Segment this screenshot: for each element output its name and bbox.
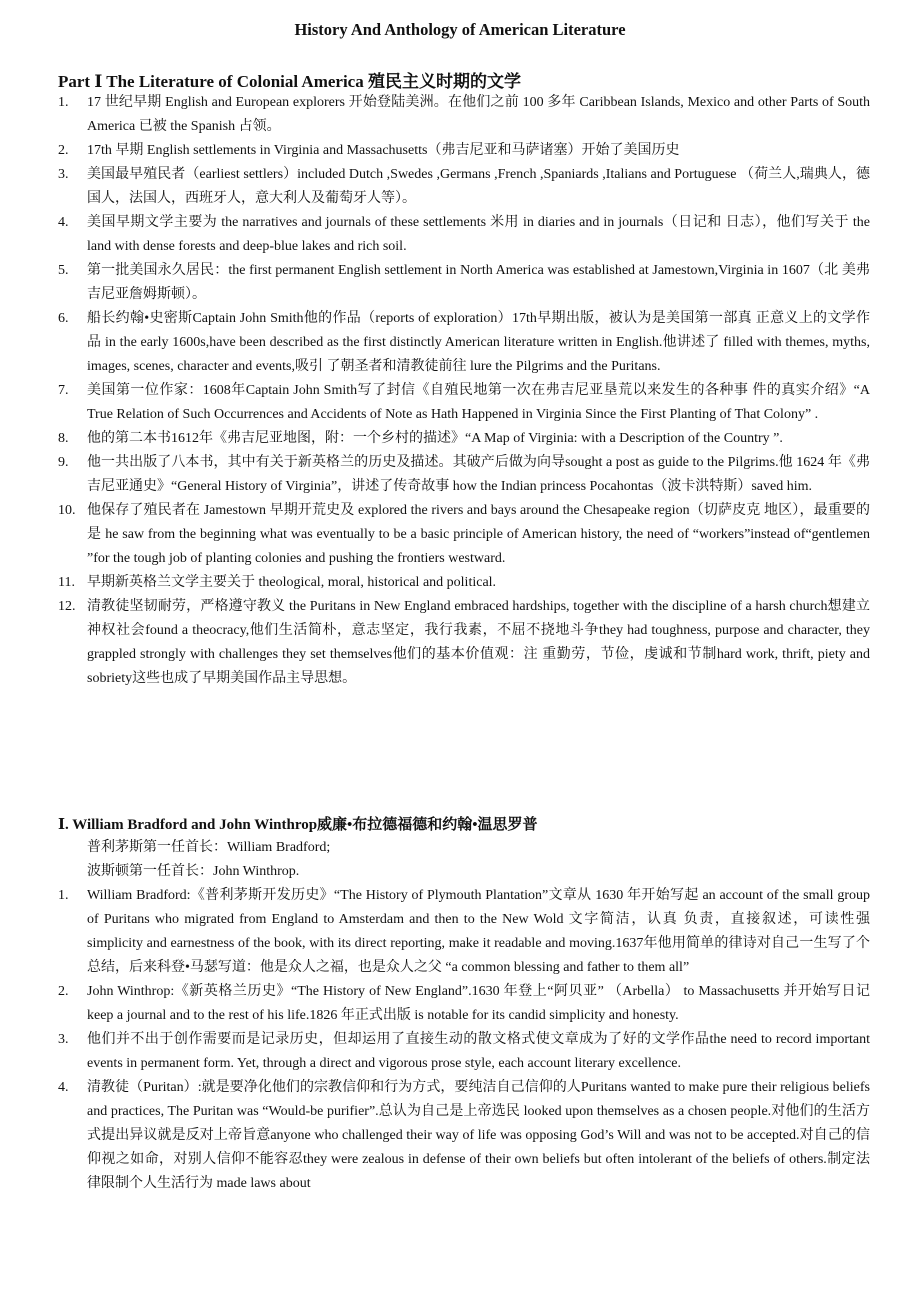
list-item [0, 980, 920, 1028]
item-number: 3. [58, 167, 69, 182]
section-intro-line: 波斯顿第一任首长：John Winthrop. [87, 864, 300, 879]
list-item [0, 884, 920, 980]
list-item [0, 595, 920, 691]
list-item [0, 163, 920, 211]
list-item [0, 1076, 920, 1196]
item-text: 美国第一位作家：1608年Captain John Smith写了封信《自殖民地第一次在弗吉尼亚垦荒以来发生的各种事 件的真实介绍》“A True Relation of Such Occurrences and Accidents of Note as Hath Happened in Virginia Since the First Planting of That Colony” . [87, 383, 870, 422]
item-text: 美国早期文学主要为 the narratives and journals of these settlements 米用 in diaries and in journals（日记和 日志），他们写关于 the land with dense forests and deep-blue lakes and rich soil. [87, 215, 870, 254]
item-number: 11. [58, 575, 75, 590]
list-item [0, 91, 920, 139]
item-number: 1. [58, 888, 69, 903]
item-text: 他们并不出于创作需要而是记录历史，但却运用了直接生动的散文格式使文章成为了好的文学作品the need to record important events in permanent form. Yet, through a direct and vigorous prose style, each account literary excellence. [87, 1032, 870, 1071]
list-item [0, 499, 920, 571]
section-heading: Ⅰ. William Bradford and John Winthrop威廉•布拉德福德和约翰•温思罗普 [58, 817, 538, 833]
item-number: 1. [58, 95, 69, 110]
list-item [0, 571, 920, 595]
item-number: 5. [58, 263, 69, 278]
section-intro-line: 普利茅斯第一任首长：William Bradford; [87, 840, 331, 855]
item-text: 清教徒（Puritan）:就是要净化他们的宗教信仰和行为方式，要纯洁自己信仰的人Puritans wanted to make pure their religious beliefs and practices, The Puritan was “Would-be purifier”.总认为自己是上帝选民 looked upon themselves as a chosen people.对他们的生活方式提出异议就是反对上帝旨意anyone who challenged their way of life was opposing God’s Will and was not to be accepted.对自己的信仰视之如命，对别人信仰不能容忍they were zealous in defense of their own beliefs but often intolerant of the beliefs of others.制定法律限制个人生活行为 made laws about [87, 1080, 870, 1191]
item-text: 17th 早期 English settlements in Virginia and Massachusetts（弗吉尼亚和马萨诸塞）开始了美国历史 [87, 143, 680, 158]
list-item [0, 307, 920, 379]
item-number: 12. [58, 599, 76, 614]
list-item [0, 211, 920, 259]
list-item [0, 1028, 920, 1076]
item-number: 4. [58, 1080, 69, 1095]
item-number: 4. [58, 215, 69, 230]
item-text: 清教徒坚韧耐劳，严格遵守教义 the Puritans in New England embraced hardships, together with the discipline of a harsh church想建立神权社会found a theocracy,他们生活简朴，意志坚定，我行我素，不屈不挠地斗争they had toughness, purpose and character, they grappled strongly with challenges they set themselves他们的基本价值观：注 重勤劳，节俭，虔诚和节制hard work, thrift, piety and sobriety这些也成了早期美国作品主导思想。 [87, 599, 870, 686]
item-text: 第一批美国永久居民：the first permanent English settlement in North America was established at Jamestown,Virginia in 1607（北 美弗吉尼亚詹姆斯顿）。 [87, 263, 870, 302]
document-title: History And Anthology of American Literature [294, 20, 626, 39]
list-item [0, 427, 920, 451]
item-number: 8. [58, 431, 69, 446]
item-text: 他一共出版了八本书，其中有关于新英格兰的历史及描述。其破产后做为向导sought a post as guide to the Pilgrims.他 1624 年《弗吉尼亚通史》“General History of Virginia”，讲述了传奇故事 how the Indian princess Pocahontas（波卡洪特斯）saved him. [87, 455, 870, 494]
item-number: 6. [58, 311, 69, 326]
item-number: 10. [58, 503, 76, 518]
item-text: 17 世纪早期 English and European explorers 开始登陆美洲。在他们之前 100 多年 Caribbean Islands, Mexico and other Parts of South America 已被 the Spanish 占领。 [87, 95, 870, 134]
item-text: 他的第二本书1612年《弗吉尼亚地图，附：一个乡村的描述》“A Map of Virginia: with a Description of the Country ”. [87, 431, 783, 446]
part-heading: Part Ⅰ The Literature of Colonial America 殖民主义时期的文学 [58, 72, 521, 91]
item-text: 船长约翰•史密斯Captain John Smith他的作品（reports of exploration）17th早期出版，被认为是美国第一部真 正意义上的文学作品 in the early 1600s,have been described as the first distinctly American literature written in English.他讲述了 filled with themes, myths, images, scenes, character and events,吸引 了朝圣者和清教徒前往 lure the Pilgrims and the Puritans. [87, 311, 870, 374]
part-list [0, 91, 920, 691]
item-number: 9. [58, 455, 69, 470]
item-text: 美国最早殖民者（earliest settlers）included Dutch ,Swedes ,Germans ,French ,Spaniards ,Italians and Portuguese （荷兰人,瑞典人，德国人，法国人，西班牙人，意大利人及葡萄牙人等）。 [87, 167, 870, 206]
item-number: 7. [58, 383, 69, 398]
list-item [0, 139, 920, 163]
section-list [0, 884, 920, 1196]
list-item [0, 379, 920, 427]
list-item [0, 451, 920, 499]
item-text: William Bradford:《普利茅斯开发历史》“The History of Plymouth Plantation”文章从 1630 年开始写起 an account of the small group of Puritans who migrated from England to Amsterdam and then to the New Wold 文字简洁，认真 负责，直接叙述，可读性强 simplicity and earnestness of the book, with its direct reporting, make it readable and moving.1637年他用简单的律诗对自己一生写了个总结，后来科登•马瑟写道：他是众人之福，也是众人之父 “a common blessing and father to them all” [87, 888, 870, 975]
list-item [0, 259, 920, 307]
item-number: 2. [58, 143, 69, 158]
item-text: 早期新英格兰文学主要关于 theological, moral, historical and political. [87, 575, 497, 590]
item-text: 他保存了殖民者在 Jamestown 早期开荒史及 explored the rivers and bays around the Chesapeake region（切萨皮克 地区），最重要的是 he saw from the beginning what was eventually to be a basic principle of American history, the need of “workers”instead of“gentlemen ”for the tough job of planting colonies and pushing the frontiers westward. [87, 503, 870, 566]
item-number: 3. [58, 1032, 69, 1047]
item-number: 2. [58, 984, 69, 999]
item-text: John Winthrop:《新英格兰历史》“The History of New England”.1630 年登上“阿贝亚” （Arbella） to Massachusetts 并开始写日记 keep a journal and to the rest of his life.1826 年正式出版 is notable for its candid simplicity and honesty. [87, 984, 870, 1023]
